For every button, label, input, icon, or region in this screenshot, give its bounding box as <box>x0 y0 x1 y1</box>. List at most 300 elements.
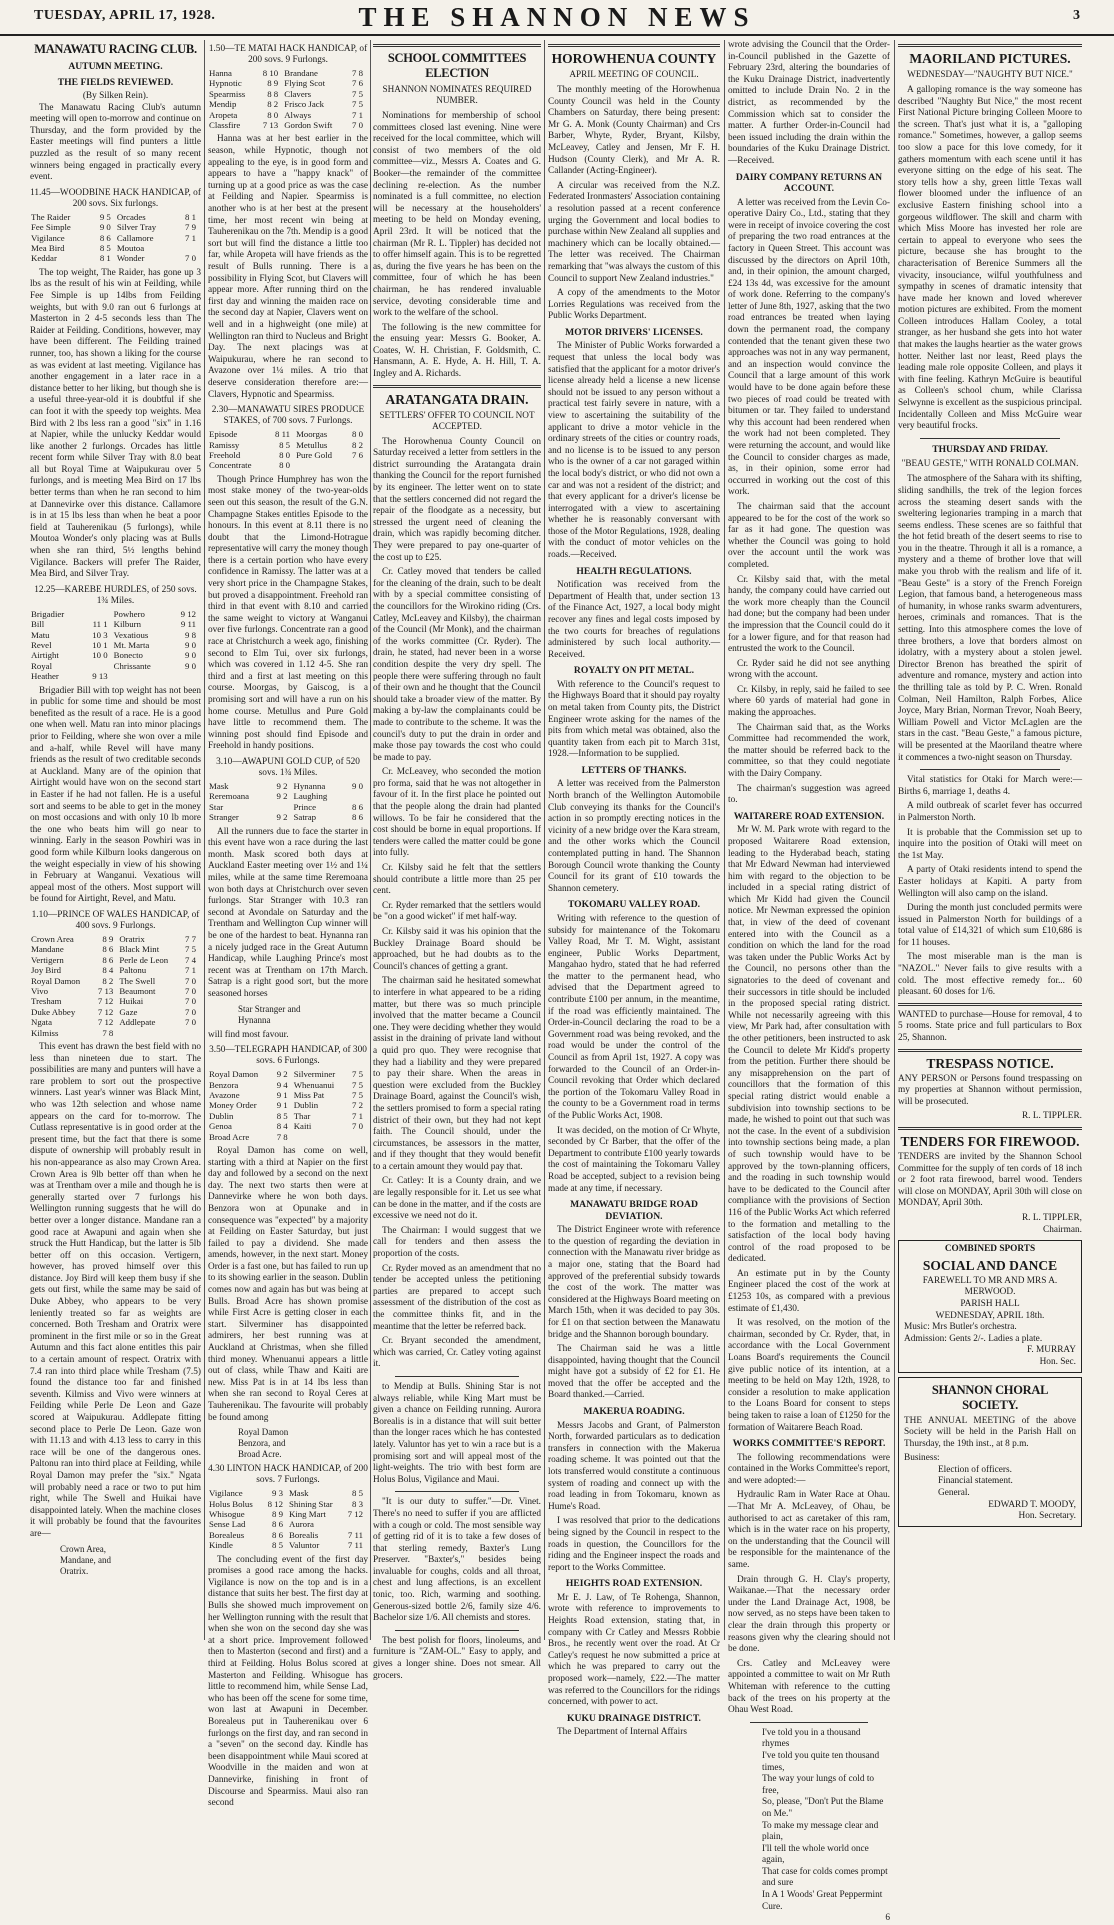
horse-weight: 9 2 <box>276 1069 288 1080</box>
race-heading: 11.45—WOODBINE HACK HANDICAP, of 200 sovs. Six furlongs. <box>30 187 201 209</box>
entry-row <box>30 996 201 1006</box>
horse-name: Laughing <box>293 791 328 802</box>
horse-weight: 9 2 <box>276 812 288 823</box>
text-line: Broad Acre. <box>238 1449 282 1460</box>
horse-name: Miss Pat <box>293 1089 325 1100</box>
entry-row <box>208 89 368 99</box>
horse-weight: 9 11 <box>180 619 196 630</box>
horse-name: Orcades <box>116 211 146 222</box>
horse-weight: 8 5 <box>99 242 111 253</box>
article-paragraph: Cr. Kilsby said that, with the metal handy, the company could have carried out the work more cheaply than the Council had done; but the company had been under the impression that the Council could do it for a lower figure, and for that reason had entrusted the work to the Council. <box>728 574 890 655</box>
article-paragraph: During the month just concluded permits were issued in Palmerston North for buildings of a total value of £14,321 of which sum £10,686 is for 11 houses. <box>898 903 1082 948</box>
text-line: Hynanna <box>238 1014 271 1025</box>
text-line: Star Stranger and <box>238 1003 301 1014</box>
entries-table <box>208 68 368 130</box>
article-paragraph: The following is the new committee for the ensuing year: Messrs G. Booker, A. Coates, W. H. Christian, F. Goldsmith, C. Hansmann, A. E. Hyde, A. H. Hill, T. A. Ingley and A. Richards. <box>373 322 541 380</box>
horse-weight: 8 0 <box>279 449 291 460</box>
horse-weight: 10 1 <box>92 640 108 651</box>
horse-name: Silverminer <box>293 1069 336 1080</box>
article-body <box>728 1453 890 1717</box>
horse-name: Mask <box>288 1488 309 1499</box>
entry-row <box>30 619 201 629</box>
horse-name: Callamore <box>116 232 154 243</box>
horse-name: Ramissy <box>209 439 240 450</box>
deck: WEDNESDAY—"NAUGHTY BUT NICE." <box>907 69 1073 79</box>
horse-name: Benzora <box>209 1079 239 1090</box>
horse-name: Paltonu <box>119 965 147 976</box>
article-paragraph: With reference to the Council's request to the Highways Board that it should pay royalty on metal taken from County pits, the District Engineer wrote asking for the names of the pits from which metal was obtained, also the quantity taken from each pit to March 31st, 1928.—Information to be supplied. <box>548 679 720 760</box>
horse-weight <box>81 661 112 671</box>
horse-name: Vigilance <box>31 232 65 243</box>
tenders-signature <box>898 1213 1082 1236</box>
column-rule <box>204 40 205 1640</box>
peppermint-cure-verse <box>762 1728 890 1914</box>
horse-name <box>113 671 170 681</box>
horse-name: Thar <box>293 1110 311 1121</box>
deck: SHANNON NOMINATES REQUIRED NUMBER. <box>382 84 532 105</box>
text-line: Oratrix. <box>60 1565 89 1576</box>
social-dance-notice <box>898 1240 1082 1372</box>
horse-weight: 7 0 <box>185 996 196 1007</box>
horse-weight: 8 4 <box>276 1121 288 1132</box>
text-line: So, please, "Don't Put the Blame on Me." <box>762 1797 884 1819</box>
article-paragraph: An estimate put in by the County Engineer placed the cost of the work at £1253 10s, as compared with a previous estimate of £1,430. <box>728 1268 890 1314</box>
horse-name <box>118 1028 180 1038</box>
horse-weight: 7 4 <box>185 954 196 965</box>
horse-name: Vigilance <box>209 1488 243 1499</box>
horse-name: Joy Bird <box>31 965 62 976</box>
entry-row <box>208 1540 368 1550</box>
article-paragraph: Cr. Ryder remarked that the settlers would be "on a good wicket" if met half-way. <box>373 900 541 923</box>
entries-table <box>30 212 201 264</box>
entry-row <box>30 934 201 944</box>
article-paragraph: Messrs Jacobs and Grant, of Palmerston North, forwarded particulars as to dedication transfers in connection with the Makerua roading scheme. It was pointed out that the lots transferred would constitute a continuous system of roading and connect up with the road leading in from Tokomaru, known as Hume's Road. <box>548 1420 720 1512</box>
section-heading: WORKS COMMITTEE'S REPORT. <box>732 1438 886 1450</box>
section-heading: KUKU DRAINAGE DISTRICT. <box>567 1712 701 1724</box>
article-paragraph: Writing with reference to the question of subsidy for maintenance of the Tokomaru Valley Road, Mr T. M. Wight, assistant engineer, Public Works Department, Mangahao hydro, stated that he had referred the matter to the permanent head, who advised that the Department agreed to contribute £100 per annum, in the meantime, if the road was efficiently maintained. The Order-in-Council declaring the road to be a Government road was being revoked, and the road would be under the control of the Council as from April 1st, 1927. A copy was forwarded to the Council of an Order-in-Council revoking that Order which declared the portion of the Tokomaru Valley Road in the county to be a Government road in terms of the Public Works Act, 1908. <box>548 913 720 1121</box>
horse-name: Satrap <box>293 812 317 823</box>
column-school-drain <box>373 40 541 1681</box>
entry-row <box>208 1519 368 1529</box>
horse-name: Pure Gold <box>296 449 332 460</box>
entry-row <box>30 976 201 986</box>
horse-weight: 8 6 <box>352 801 363 812</box>
masthead <box>0 0 1114 36</box>
horse-weight <box>345 460 368 470</box>
horse-weight: 8 6 <box>102 954 114 965</box>
horse-name: Whisogue <box>209 1509 245 1519</box>
entry-row <box>30 671 201 681</box>
article-paragraph: Royal Damon has come on well, starting with a third at Napier on the first day and followed by a second on the next day. The next two starts then were at Dannevirke where he won both days. Benzora won at Opunake and in consequence was "expected" by a majority at Feilding on Easter Saturday, but just failed to pay a dividend. She made amends, however, in the next start. Money Order is a fast one, but has failed to run up to its showing earlier in the season. Dublin comes now and again has but was being at Bulls. Broad Acre has shown promise while First Acre is getting closer in each start. Silverminer has disappointed admirers, her best running was at Auckland at Christmas, when she filled third money. Whenuanui appears a little out of class, while Thaw and Kaiti are new. Miss Pat is in at 14 lbs less than when she ran second to Royal Ceres at Tauherenikau. The favourite will probably be found among <box>208 1145 368 1423</box>
horse-name: Mt. Marta <box>113 640 150 651</box>
article-paragraph: Cr. Ryder moved as an amendment that no tender be accepted unless the petitioning parties are prepared to accept such assessment of the distribution of the cost as the committee thinks fit, and in the meantime that the letter be referred back. <box>373 1263 541 1332</box>
article-paragraph: Nominations for membership of school committees closed last evening. Nine were received for the local committee, which will consist of two members of the old committee—viz., Messrs A. Coates and G. Booker—the remainder of the committee declining re-election. As the number nominated is a full committee, no election will be necessary at the householders' meeting to be held on Monday evening, April 23rd. It will be noticed that the chairman (Mr R. L. Tippler) has decided not to offer himself again. This is to be regretted as, during the five years he has been on the committee, four of which he has been chairman, he has rendered invaluable service, devoting considerable time and work to the welfare of the school. <box>373 111 541 319</box>
entry-row <box>30 944 201 954</box>
horse-name: Chrissante <box>113 660 151 671</box>
horse-name: Gordon Swift <box>284 120 333 131</box>
horse-name: Matu <box>31 629 50 640</box>
selection-list <box>60 1544 201 1577</box>
horse-weight: 8 5 <box>352 1488 363 1499</box>
horse-name: Bonecto <box>113 650 143 661</box>
article-paragraph: Mr E. J. Law, of Te Rohenga, Shannon, wrote with reference to improvements to Heights Road extension, stating that, in company with Cr Catley and Messrs Robbie Bros., he recently went over the road. At Cr Catley's request he now submitted a price at which he was prepared to carry out the proposed work—namely, £22.—The matter was referred to the Councillors for the ridings concerned, with power to act. <box>548 1592 720 1708</box>
entries-table <box>30 609 201 682</box>
horse-weight: 9 0 <box>352 780 363 791</box>
text-line: I've told you quite ten thousand times, <box>762 1750 880 1773</box>
horse-name: Hynanna <box>293 780 326 791</box>
entry-row <box>208 1100 368 1110</box>
divider <box>920 769 1060 770</box>
horse-weight: 8 1 <box>185 211 196 222</box>
tenders-body: TENDERS are invited by the Shannon School Committee for the supply of ten cords of 18 inch or 2 foot rata firewood, barrel wood. Tenders will close on MONDAY, April 30th will close on MONDAY, April 30th. <box>898 1152 1082 1209</box>
horse-weight: 7 0 <box>185 1006 196 1017</box>
article-paragraph: A galloping romance is the way someone has described "Naughty But Nice," the most recent First National Picture bringing Colleen Moore to the screen. That's just what it is, a "galloping romance." Sometimes, however, a gallop seems too slow a pace for this love comedy, for it gathers momentum with each scene until it has everyone sitting on the edge of his seat. The story tells how a shy, green little Texas wall flower bloomed under the influence of an exclusive Eastern finishing school into a gorgeous wildflower. The skill and charm with which Miss Moore has invested her role are certain to appeal to everyone who sees the picture, because she has brought to the characterisation of Berenice Summers all the vivacity, insouciance, wilful youthfulness and sympathy in scenes of dramatic intensity that have made her known and loved wherever motion pictures are exhibited. From the moment Colleen introduces Hallam Cooley, a total stranger, as her husband she gets into hot water that makes the laughs heartier as the water grows hotter. Neither last nor least, Reed plays the leading male role opposite Colleen, and plays it with fine feeling. Kathryn McGuire is beautiful as Colleen's school chum, while Clarissa Selwynne is excellent as the suspicious principal. Incidentally Colleen and Miss McGuire wear very beautiful frocks. <box>898 85 1082 432</box>
choral-business-heading: Business: <box>904 1453 940 1464</box>
horse-name: Bill <box>31 619 45 630</box>
horse-weight <box>176 243 201 253</box>
article-paragraph: will find most favour. <box>208 1029 289 1040</box>
horse-weight: 7 5 <box>185 944 196 955</box>
race-heading: 3.10—AWAPUNI GOLD CUP, of 520 sovs. 1¾ Miles. <box>216 756 360 778</box>
article-paragraph: Vital statistics for Otaki for March were:—Births 6, marriage 1, deaths 4. <box>898 775 1082 797</box>
entry-row <box>208 1530 368 1540</box>
horse-weight: 8 2 <box>102 975 114 986</box>
text-line: F. MURRAY <box>1026 1345 1076 1356</box>
horse-weight: 7 7 <box>185 933 196 944</box>
entry-row <box>30 233 201 243</box>
text-line: Hon. Sec. <box>1039 1356 1076 1367</box>
horse-weight: 9 8 <box>185 629 196 640</box>
horse-weight: 8 11 <box>274 429 291 440</box>
horse-name: Royal <box>31 660 53 671</box>
article-paragraph: Cr. Catley: It is a County drain, and we are legally responsible for it. Let us see what can be done in the matter, and if the costs are excessive we need not do it. <box>373 1176 541 1222</box>
entry-row <box>30 661 201 671</box>
horse-weight: 7 8 <box>102 1027 114 1038</box>
race-heading: 1.10—PRINCE OF WALES HANDICAP, of 400 sovs. 9 Furlongs. <box>31 909 200 931</box>
horse-weight <box>344 791 368 801</box>
horse-name: Perle de Leon <box>119 954 169 965</box>
entry-row <box>208 1488 368 1498</box>
headline-school-committees: SCHOOL COMMITTEES ELECTION <box>387 51 527 80</box>
article-body <box>373 437 541 1371</box>
horse-name: Borealeus <box>209 1529 245 1540</box>
horse-weight: 7 2 <box>352 1100 363 1111</box>
horse-weight: 9 13 <box>92 671 108 682</box>
social-pre-heading: COMBINED SPORTS <box>944 1244 1036 1255</box>
entries-table <box>208 1069 368 1142</box>
choral-body: THE ANNUAL MEETING of the above Society will be held in the Parish Hall on Thursday, the 19th inst., at 8 p.m. <box>904 1415 1076 1449</box>
trespass-signature: R. L. TIPPLER. <box>1021 1111 1082 1122</box>
horse-name: Royal Damon <box>31 975 81 986</box>
horse-weight: 7 5 <box>352 1089 363 1100</box>
horse-weight: 8 2 <box>267 99 279 110</box>
section-heading: HEALTH REGULATIONS. <box>576 565 692 577</box>
horse-weight: 7 6 <box>352 449 363 460</box>
article-paragraph: Cr. Catley moved that tenders be called for the cleaning of the drain, such to be dealt with by a special committee consisting of the councillors for the Wirokino riding (Crs. Catley, McLeavey and Kilsby), the chairman of the Council (Mr Monk), and the chairman of the works committee (Cr. Ryder). The drain, he stated, had never been in a worse condition despite the very dry spell. The people there were suffering through no fault of their own and he thought that the Council should take a broader view of the matter. By making a by-law the complainants could be made to contribute to the scheme. It was the council's duty to put the drain in order and make those pay towards the cost who could be made to pay. <box>373 567 541 763</box>
horse-weight: 8 9 <box>102 933 114 944</box>
horse-weight: 11 1 <box>92 619 108 630</box>
divider <box>548 44 720 47</box>
horse-name: Oratrix <box>119 933 145 944</box>
horse-name: Aropeta <box>209 109 238 120</box>
column-horowhenua-county <box>548 40 720 1738</box>
entry-row <box>30 630 201 640</box>
horse-weight: 7 12 <box>97 1006 114 1017</box>
horse-weight: 7 1 <box>352 1110 363 1121</box>
entry-row <box>30 986 201 996</box>
section-heading: HEIGHTS ROAD EXTENSION. <box>565 1578 703 1590</box>
social-music: Music: Mrs Butler's orchestra. <box>904 1322 1017 1333</box>
article-paragraph: to Mendip at Bulls. Shining Star is not always reliable, while King Mart must be given a chance on Feilding running. Aurora Borealis is in a distance that will suit better than the longer races which he has contested lately. Valuntor has yet to win a race but is a promising sort and will appeal most of the light-weights. The trio with best form are Holus Bolus, Vigilance and Maui. <box>373 1381 541 1485</box>
horse-name: Concentrate <box>209 460 252 471</box>
article-paragraph: Cr. Kilsby, in reply, said he failed to see where 60 yards of material had gone in making the approaches. <box>728 684 890 719</box>
horse-weight <box>347 1132 368 1142</box>
social-signature <box>904 1345 1076 1368</box>
horse-name: Brandane <box>284 68 318 78</box>
entry-row <box>30 212 201 222</box>
text-line: General. <box>938 1488 970 1499</box>
column-racing-continued <box>208 40 368 1809</box>
horse-weight: 9 0 <box>185 660 196 671</box>
horse-weight: 7 0 <box>185 985 196 996</box>
article-paragraph: The Chairman said that, as the Works Committee had recommended the work, the matter should be referred back to the committee, so that they could negotiate with the Dairy Company. <box>728 722 890 780</box>
horse-weight: 7 5 <box>352 88 363 99</box>
divider <box>395 1491 519 1492</box>
horse-name: Frisco Jack <box>284 99 325 110</box>
horse-weight: 9 12 <box>180 608 196 619</box>
horse-weight: 7 8 <box>276 1131 288 1142</box>
article-paragraph: Though Prince Humphrey has won the most stake money of the two-year-olds seen out this season, the result of the G.N. Champagne Stakes entitles Episode to the honours. In this event at 8.11 there is no doubt that the Limond-Hotrague representative will carry the money though there is a certain portion who have every confidence in Ramissy. The latter was at a very short price in the Champagne Stakes, but proved a disappointment. Freehold ran third in that event with 8.10 and carried the same weight to victory at Wanganui over five furlongs. Concentrate ran a good race at Christchurch a week ago, finishing second to Elm Tui, over six furlongs, which was covered in 1.12 4-5. She ran third and a first at last meeting on this course. Moorgas, by Gaiscog, is a promising sort and will have a run on his home course. Metullus and Pure Gold have little to recommend them. The winning post should find Episode and Freehold in handy positions. <box>208 474 368 752</box>
article-paragraph: The following recommendations were contained in the Works Committee's report, and were adopted:— <box>728 1452 890 1486</box>
horse-weight: 7 6 <box>352 78 363 89</box>
horse-name: Kaiti <box>293 1121 312 1132</box>
horse-weight: 8 4 <box>102 965 114 976</box>
deck: SETTLERS' OFFER TO COUNCIL NOT ACCEPTED. <box>379 409 535 431</box>
horse-name: Shining Star <box>288 1498 333 1509</box>
section-heading: LETTERS OF THANKS. <box>581 764 687 776</box>
text-line: WEDNESDAY, APRIL 18th. <box>935 1310 1045 1321</box>
entry-row <box>30 222 201 232</box>
horse-weight: 7 11 <box>347 1529 363 1540</box>
horse-weight <box>170 671 201 681</box>
horse-weight: 7 9 <box>185 222 196 233</box>
horse-name: Fee Simple <box>31 222 71 233</box>
horse-name: Silver Tray <box>116 222 157 233</box>
headline-trespass-notice: TRESPASS NOTICE. <box>926 1055 1054 1071</box>
article-paragraph: It is probable that the Commission set up to inquire into the position of Otaki will meet on the 1st May. <box>898 827 1082 861</box>
deck: "BEAU GESTE," WITH RONALD COLMAN. <box>901 458 1079 469</box>
section-heading: MOTOR DRIVERS' LICENSES. <box>565 326 703 338</box>
horse-weight: 7 1 <box>185 965 196 976</box>
race-heading: 4.30 LINTON HACK HANDICAP, of 200 sovs. 7 Furlongs. <box>208 1464 368 1486</box>
column-rule <box>894 40 895 1640</box>
horse-weight: 8 9 <box>271 1509 283 1519</box>
divider <box>898 44 1082 47</box>
article-paragraph: It was resolved, on the motion of the chairman, seconded by Cr. Ryder, that, in accordance with the Local Government Loans Board's requirements the Council give public notice of its intention, at a meeting to be held on May 12th, 1928, to consider a resolution to make application to the Loans Board for consent to steps being taken to raise a loan of £1250 for the formation of Waitarere Beach Road. <box>728 1318 890 1433</box>
horse-weight: 8 6 <box>271 1529 283 1540</box>
section-heading: MAKERUA ROADING. <box>583 1406 685 1418</box>
horse-name <box>293 1132 347 1142</box>
article-paragraph: The chairman said that the account appeared to be for the cost of the work so far as it had gone. The question was whether the Council was going to hold over the account until the work was completed. <box>728 501 890 570</box>
text-line: Chairman. <box>1043 1224 1082 1235</box>
divider <box>898 1049 1082 1052</box>
horse-name: Crown Area <box>31 933 74 944</box>
horse-name: Dublin <box>293 1100 319 1111</box>
section-heading: DAIRY COMPANY RETURNS AN ACCOUNT. <box>735 171 883 195</box>
horse-name: Stranger <box>209 812 239 823</box>
horse-name: Beaumont <box>119 985 156 996</box>
entry-row <box>30 650 201 660</box>
horse-name: Vivo <box>31 985 49 996</box>
article-paragraph: A letter was received from the Levin Co-operative Dairy Co., Ltd., stating that they were in receipt of invoice covering the cost of preparing the two road entrances at the factory in Queen Street. This account was discussed by the directors on April 10th, and, in their opinion, the amount charged, £24 13s 4d, was excessive for the amount of work done. Referring to the company's letter of June 8th, 1927, asking that the two road entrances be treated when laying down the permanent road, the company contended that the tenant given these two approaches was not in any way permanent, and an inspection would convince the Council that a large amount of this work would have to be done again before these two pieces of road could be treated with bitumen or tar. They failed to understand why this account had been rendered when the work had not been completed. They were returning the account, and would like the Council to consider charges as made, as, in their opinion, some error had occurred in working out the cost of this work. <box>728 197 890 498</box>
article-paragraph: Mr W. M. Park wrote with regard to the proposed Waitarere Road extension, leading to the Hyderabad beach, stating that Mr Edward Newman had interviewed him with regard to the objection to be included in a special rating district of which Mr Kidd had given the Council notice. Mr Newman expressed the opinion that, in view of the deed of covenant entered into with the Council as a condition on which the land for the road was taken under the Public Works Act by the Council, no persons other than the signatories to the deed of covenant and their successors in title should be included in the proposed special rating district. While not necessarily agreeing with this view, Mr Park had, after consultation with the other petitioners, been instructed to ask the Council to delete Mr Kidd's property from the petition. Further there should be any misapprehension on the part of councillors that the formation of this special rating district would enable a subdivision into township sections to be made, he wished to point out that such was not the case. In the event of a subdivision into township sections being made, a plan of such township would have to be approved by the town-planning officers, and the roading in such township would have to be dedicated to the Council after compliance with the provisions of Section 116 of the Public Works Act which referred to the formation and metalling to the satisfaction of the local body having control of the road proposed to be dedicated. <box>728 825 890 1265</box>
choral-society-notice <box>898 1377 1082 1527</box>
horse-weight: 7 12 <box>347 1509 363 1519</box>
column-rule <box>544 40 545 1640</box>
article-paragraph: The chairman said he hesitated somewhat to interfere in what appeared to be a riding matter, but there was so much principle involved that the matter became a Council one. They were deciding whether they would assist in the draining of private land without a quid pro quo. They were recognise that they had a liability and they were prepared to pay their share. When the areas in question were excluded from the Buckley Drainage Board, against the Council's wish, the settlers promised to form a special rating district of their own, but they had not kept faith. The Council should, under the circumstances, be assessors in the matter, and if they thought that they would benefit to a certain amount they would pay that. <box>373 976 541 1172</box>
advertisement-zamol: The best polish for floors, linoleums, and furniture is "ZAM-OL." Easy to apply, and gives a longer shine. Does not smear. All grocers. <box>373 1635 541 1681</box>
horse-weight: 8 6 <box>271 1519 283 1530</box>
divider <box>373 385 541 388</box>
article-paragraph: Cr. Kilsby said he felt that the settlers should contribute a little more than 25 per cent. <box>373 863 541 897</box>
horse-weight: 7 1 <box>185 232 196 243</box>
horse-weight: 10 3 <box>92 629 108 640</box>
horse-weight: 8 2 <box>352 439 363 450</box>
article-paragraph: Cr. Kilsby said it was his opinion that the Buckley Drainage Board should be approached, but he had doubts as to the Council's chances of getting a grant. <box>373 927 541 972</box>
horse-name: Ngata <box>31 1017 53 1028</box>
entry-row <box>208 1069 368 1079</box>
horse-name <box>295 460 345 470</box>
horse-name: Duke Abbey <box>31 1006 76 1017</box>
horse-weight: 7 13 <box>262 120 279 131</box>
horse-weight <box>268 802 292 812</box>
entry-row <box>208 1111 368 1121</box>
horse-name: Black Mint <box>119 944 160 955</box>
entry-row <box>208 78 368 88</box>
horse-weight: 7 0 <box>352 1121 363 1132</box>
text-line: The way your lungs of cold to free, <box>762 1774 875 1796</box>
entry-row <box>30 1007 201 1017</box>
subhead-fields-reviewed: THE FIELDS REVIEWED. <box>57 76 174 88</box>
article-paragraph: The chairman's suggestion was agreed to. <box>728 783 890 806</box>
horse-weight: 9 0 <box>185 650 196 661</box>
horse-weight: 8 6 <box>102 944 114 955</box>
horse-weight: 9 2 <box>276 780 288 791</box>
entries-table <box>208 429 368 471</box>
horse-weight: 9 1 <box>276 1100 288 1111</box>
horse-weight: 8 12 <box>267 1498 283 1509</box>
entry-row <box>208 791 368 801</box>
headline-horowhenua-county: HOROWHENUA COUNTY <box>551 51 717 66</box>
horse-name: Avazone <box>209 1089 240 1100</box>
article-paragraph: The District Engineer wrote with reference to the question of regarding the deviation in connection with the Manawatu river bridge as a major one, stating that the Board had approved of the preferential subsidy towards the cost of the work. The matter was considered at the Highways Board meeting on March 15th, when it was decided to pay 30s. for £1 on that section between the Manawatu bridge and the Shannon borough boundary. <box>548 1225 720 1340</box>
article-paragraph: A circular was received from the N.Z. Federated Ironmasters' Association containing a resolution passed at a recent conference urging the Government and local bodies to purchase within New Zealand all supplies and machinery which can be locally obtained.—The letter was received. The Chairman remarking that "was always the custom of this Council to support New Zealand industries." <box>548 180 720 284</box>
entry-row <box>208 68 368 78</box>
entry-row <box>208 1080 368 1090</box>
horse-name: Revel <box>31 640 52 651</box>
horse-name: Kindle <box>209 1540 233 1551</box>
headline-aratangata-drain: ARATANGATA DRAIN. <box>385 391 529 407</box>
text-line: To make my message clear and plain, <box>762 1820 879 1843</box>
article-paragraph: I was resolved that prior to the dedications being signed by the Council in respect to the roads in question, the Councillors for the riding and the Engineer inspect the roads and report to the Works Committee. <box>548 1516 720 1573</box>
article-paragraph: The Department of Internal Affairs <box>557 1727 687 1738</box>
horse-weight: 8 3 <box>352 1498 363 1509</box>
news-briefs <box>898 775 1082 999</box>
article-paragraph: The atmosphere of the Sahara with its shifting, sliding sandhills, the trek of the legion forces across the steaming desert sands with the sweltering legionaries tramping in a march that seems endless. These scenes are so faithful that the hot fetid breath of the desert seems to rise to you in the theatre. Through it all is a romance, a mystery and a theme of brother love that will make you throb with the realism and life of it. "Beau Geste" is a story of the French Foreign Legion, that famous band, a heterogeneous mass of humanity, in whose ranks swarm adventurers, heroes, criminals and romances. That is the setting. Into this atmosphere comes the love of three brothers, a love that borders almost on idolatry, with a mystery about a stolen jewel. Director Brenon has breathed the spirit of adventure and romance, mystery and action into the thrilling tale as told by P. C. Wren. Ronald Colman, Neil Hamilton, Ralph Forbes, Alice Joyce, Mary Brian, Norman Trevor, Noah Beery, William Powell and Victor McLaglen are the stars in the cast. "Beau Geste," a famous picture, will be presented at the Maoriland theatre where it commences a two-night season on Thursday. <box>898 474 1082 763</box>
article-paragraph: The monthly meeting of the Horowhenua County Council was held in the County Chambers on Saturday, there being present: Mr G. A. Monk (County Chairman) and Crs Barber, Whyte, Ryder, Bryant, Kilsby, McLeavey, Catley and Jensen, Mr F. H. Hudson (County Clerk), and Mr A. R. Callander (Acting-Engineer). <box>548 85 720 177</box>
horse-name: Reremoana <box>209 791 250 802</box>
article-body <box>728 198 890 807</box>
horse-weight: 8 5 <box>276 1110 288 1121</box>
divider <box>898 1003 1082 1006</box>
horse-weight: 7 0 <box>185 975 196 986</box>
horse-name: Addlepate <box>119 1017 156 1028</box>
entry-row <box>208 110 368 120</box>
section-heading: TOKOMARU VALLEY ROAD. <box>567 899 701 911</box>
column-county-continued <box>728 40 890 1924</box>
horse-weight: 8 8 <box>267 88 279 99</box>
selection-list <box>238 1004 368 1026</box>
horse-name: Freehold <box>209 449 241 460</box>
horse-weight: 7 0 <box>352 120 363 131</box>
entry-row <box>30 955 201 965</box>
horse-weight: 9 5 <box>99 211 111 222</box>
horse-weight: 7 13 <box>97 985 114 996</box>
horse-name: Sense Lad <box>209 1519 246 1530</box>
article-paragraph: The Chairman: I would suggest that we call for tenders and then assess the proportion of the costs. <box>373 1225 541 1260</box>
entry-row <box>208 1509 368 1519</box>
horse-name: Kilburn <box>113 619 142 630</box>
divider <box>750 1722 868 1723</box>
article-paragraph: Cr. McLeavey, who seconded the motion pro forma, said that he was not altogether in favour of it. In the first place he pointed out that the people along the drain had planted willows. To be fair he considered that the cost should be borne in equal proportions. If tenders were called the matter could be gone into fully. <box>373 767 541 859</box>
entry-row <box>208 429 368 439</box>
article-paragraph: The Manawatu Racing Club's autumn meeting will open to-morrow and continue on Thursday, and the form provided by the Easter meetings will find punters a little puzzled as the result of so many recent winners being engaged in practically every event. <box>30 102 201 183</box>
horse-name: Vexatious <box>113 629 149 640</box>
horse-name: Clavers <box>284 88 312 99</box>
text-line: Hon. Secretary. <box>1018 1511 1076 1522</box>
entries-table <box>208 781 368 823</box>
headline-maoriland-pictures: MAORILAND PICTURES. <box>909 51 1071 66</box>
column-pictures-notices <box>898 40 1082 1640</box>
horse-name: Mask <box>209 780 229 791</box>
article-paragraph: The most miserable man is the man is "NAZOL." Never fails to give results with a cold. The most effective remedy for... 60 pleasant. 60 doses for 1/6. <box>898 952 1082 998</box>
deck: APRIL MEETING OF COUNCIL. <box>569 69 699 79</box>
selection-list <box>238 1427 368 1460</box>
horse-name: Hypnotic <box>209 78 242 89</box>
horse-name: Flying Scot <box>284 78 326 89</box>
horse-name: Royal Damon <box>209 1069 259 1080</box>
entry-row <box>30 609 201 619</box>
horse-weight <box>342 1519 368 1529</box>
horse-name: Moorgas <box>296 429 328 440</box>
horse-weight: 9 0 <box>99 222 111 233</box>
horse-weight <box>180 1028 201 1038</box>
issue-date: TUESDAY, APRIL 17, 1928. <box>34 8 216 23</box>
horse-weight: 10 0 <box>92 650 108 661</box>
horse-weight: 9 2 <box>276 791 288 802</box>
text-line: Benzora, and <box>238 1438 286 1449</box>
entry-row <box>30 1017 201 1027</box>
text-line: In A 1 Woods' Great Peppermint Cure. <box>762 1890 883 1912</box>
horse-weight: 7 11 <box>347 1540 363 1551</box>
entry-row <box>30 243 201 253</box>
horse-weight: 7 8 <box>352 68 363 78</box>
subhead-autumn-meeting: AUTUMN MEETING. <box>68 61 163 72</box>
section-heading: THURSDAY AND FRIDAY. <box>932 443 1048 455</box>
article-paragraph: Cr. Bryant seconded the amendment, which was carried, Cr. Catley voting against it. <box>373 1336 541 1370</box>
divider <box>373 44 541 47</box>
horse-name: Mandane <box>31 944 64 955</box>
